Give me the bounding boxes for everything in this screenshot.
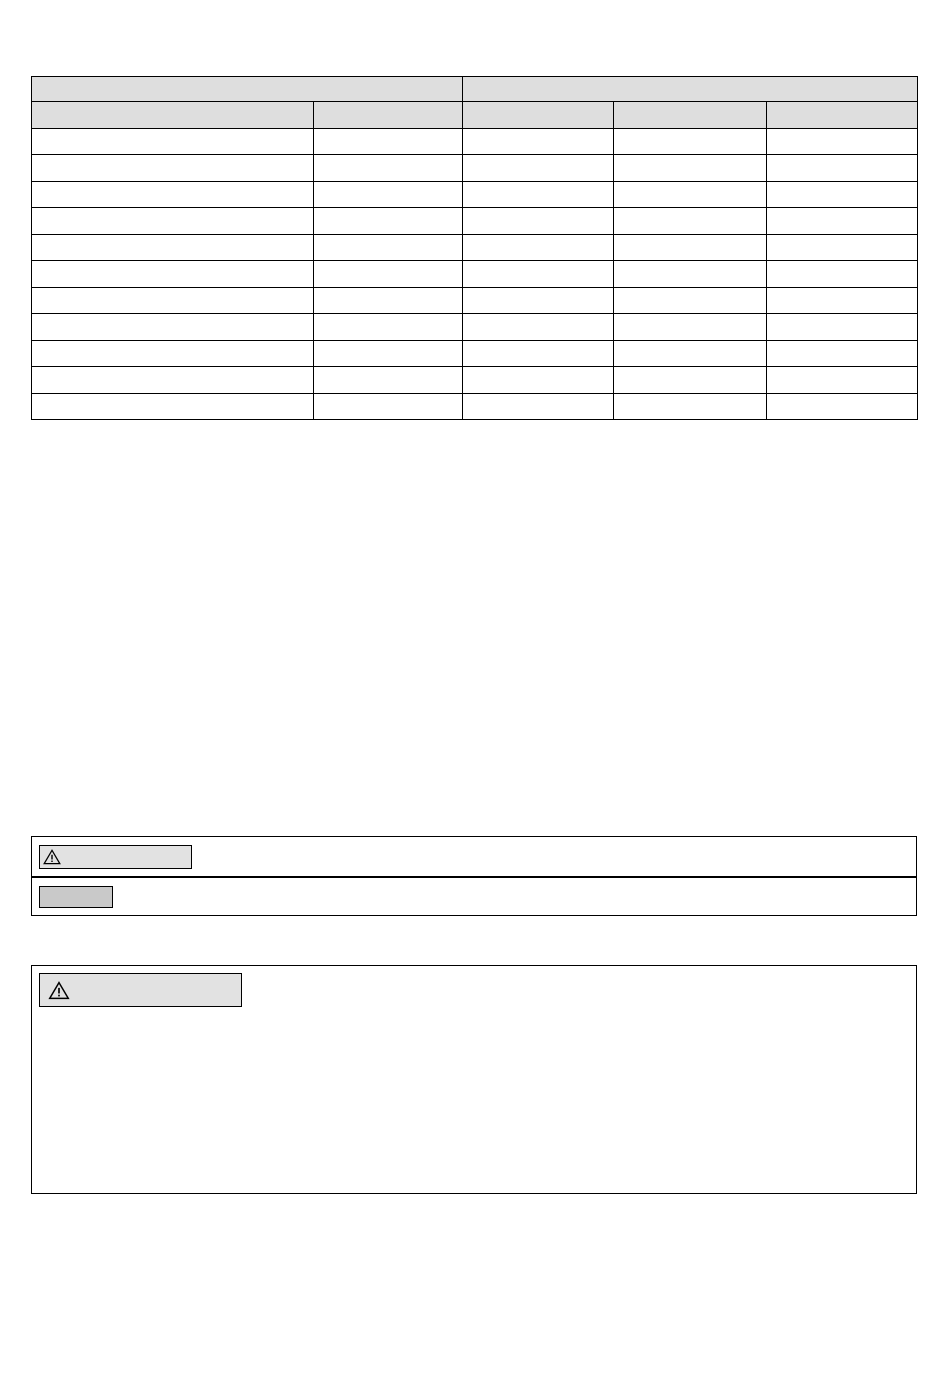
caution-label: [39, 973, 242, 1007]
table-row: [32, 393, 918, 420]
table-cell: [767, 340, 918, 367]
table-cell: [314, 128, 463, 155]
table-cell: [32, 393, 314, 420]
table-cell: [463, 393, 614, 420]
table-row: [32, 155, 918, 182]
table-cell: [314, 393, 463, 420]
table-row: [32, 261, 918, 288]
table-cell: [463, 367, 614, 394]
table-cell: [314, 287, 463, 314]
table-cell: [314, 367, 463, 394]
table-cell: [32, 181, 314, 208]
table-cell: [463, 181, 614, 208]
table-cell: [32, 208, 314, 235]
table-cell: [614, 208, 767, 235]
warning-triangle-icon: [48, 981, 70, 1000]
table-cell: [314, 261, 463, 288]
table-cell: [614, 234, 767, 261]
table-cell: [767, 128, 918, 155]
table-cell: [767, 155, 918, 182]
table-cell: [614, 181, 767, 208]
table-group-header: [463, 77, 918, 102]
note-label: [39, 886, 113, 908]
warning-triangle-icon: [43, 849, 61, 865]
table-cell: [314, 155, 463, 182]
table-cell: [614, 155, 767, 182]
caution-notice-box: [31, 836, 917, 916]
table-cell: [614, 261, 767, 288]
table-cell: [32, 234, 314, 261]
table-cell: [463, 314, 614, 341]
table-cell: [614, 314, 767, 341]
table-cell: [614, 393, 767, 420]
table-column-header-row: [32, 102, 918, 129]
table-body: [32, 128, 918, 420]
table-cell: [767, 181, 918, 208]
note-row: [32, 878, 916, 915]
table-cell: [314, 314, 463, 341]
table-cell: [314, 234, 463, 261]
table-row: [32, 287, 918, 314]
caution-label: [39, 845, 192, 869]
table-cell: [614, 367, 767, 394]
table-cell: [314, 340, 463, 367]
table-cell: [32, 287, 314, 314]
table-group-header: [32, 77, 463, 102]
table-row: [32, 181, 918, 208]
table-cell: [614, 340, 767, 367]
table-cell: [767, 314, 918, 341]
table-row: [32, 340, 918, 367]
table-cell: [463, 128, 614, 155]
table-cell: [32, 340, 314, 367]
table-cell: [463, 155, 614, 182]
table-cell: [463, 261, 614, 288]
table-cell: [767, 367, 918, 394]
table-cell: [32, 261, 314, 288]
table-cell: [614, 128, 767, 155]
table-cell: [463, 208, 614, 235]
table-cell: [463, 340, 614, 367]
table-group-header-row: [32, 77, 918, 102]
table-cell: [314, 208, 463, 235]
table-cell: [32, 314, 314, 341]
table-cell: [614, 287, 767, 314]
table-cell: [32, 155, 314, 182]
table-cell: [767, 208, 918, 235]
table-row: [32, 314, 918, 341]
table-row: [32, 367, 918, 394]
table-cell: [32, 367, 314, 394]
table-column-header: [614, 102, 767, 129]
table-column-header: [32, 102, 314, 129]
table-cell: [767, 287, 918, 314]
caution-notice-box-large: [31, 965, 917, 1194]
table-cell: [463, 287, 614, 314]
table-cell: [767, 393, 918, 420]
table-row: [32, 128, 918, 155]
table-column-header: [767, 102, 918, 129]
table-cell: [314, 181, 463, 208]
table-column-header: [314, 102, 463, 129]
caution-row: [32, 837, 916, 878]
table-cell: [767, 234, 918, 261]
table-cell: [463, 234, 614, 261]
spec-table: [31, 76, 918, 420]
table-row: [32, 208, 918, 235]
table-cell: [767, 261, 918, 288]
table-cell: [32, 128, 314, 155]
table-column-header: [463, 102, 614, 129]
table-row: [32, 234, 918, 261]
